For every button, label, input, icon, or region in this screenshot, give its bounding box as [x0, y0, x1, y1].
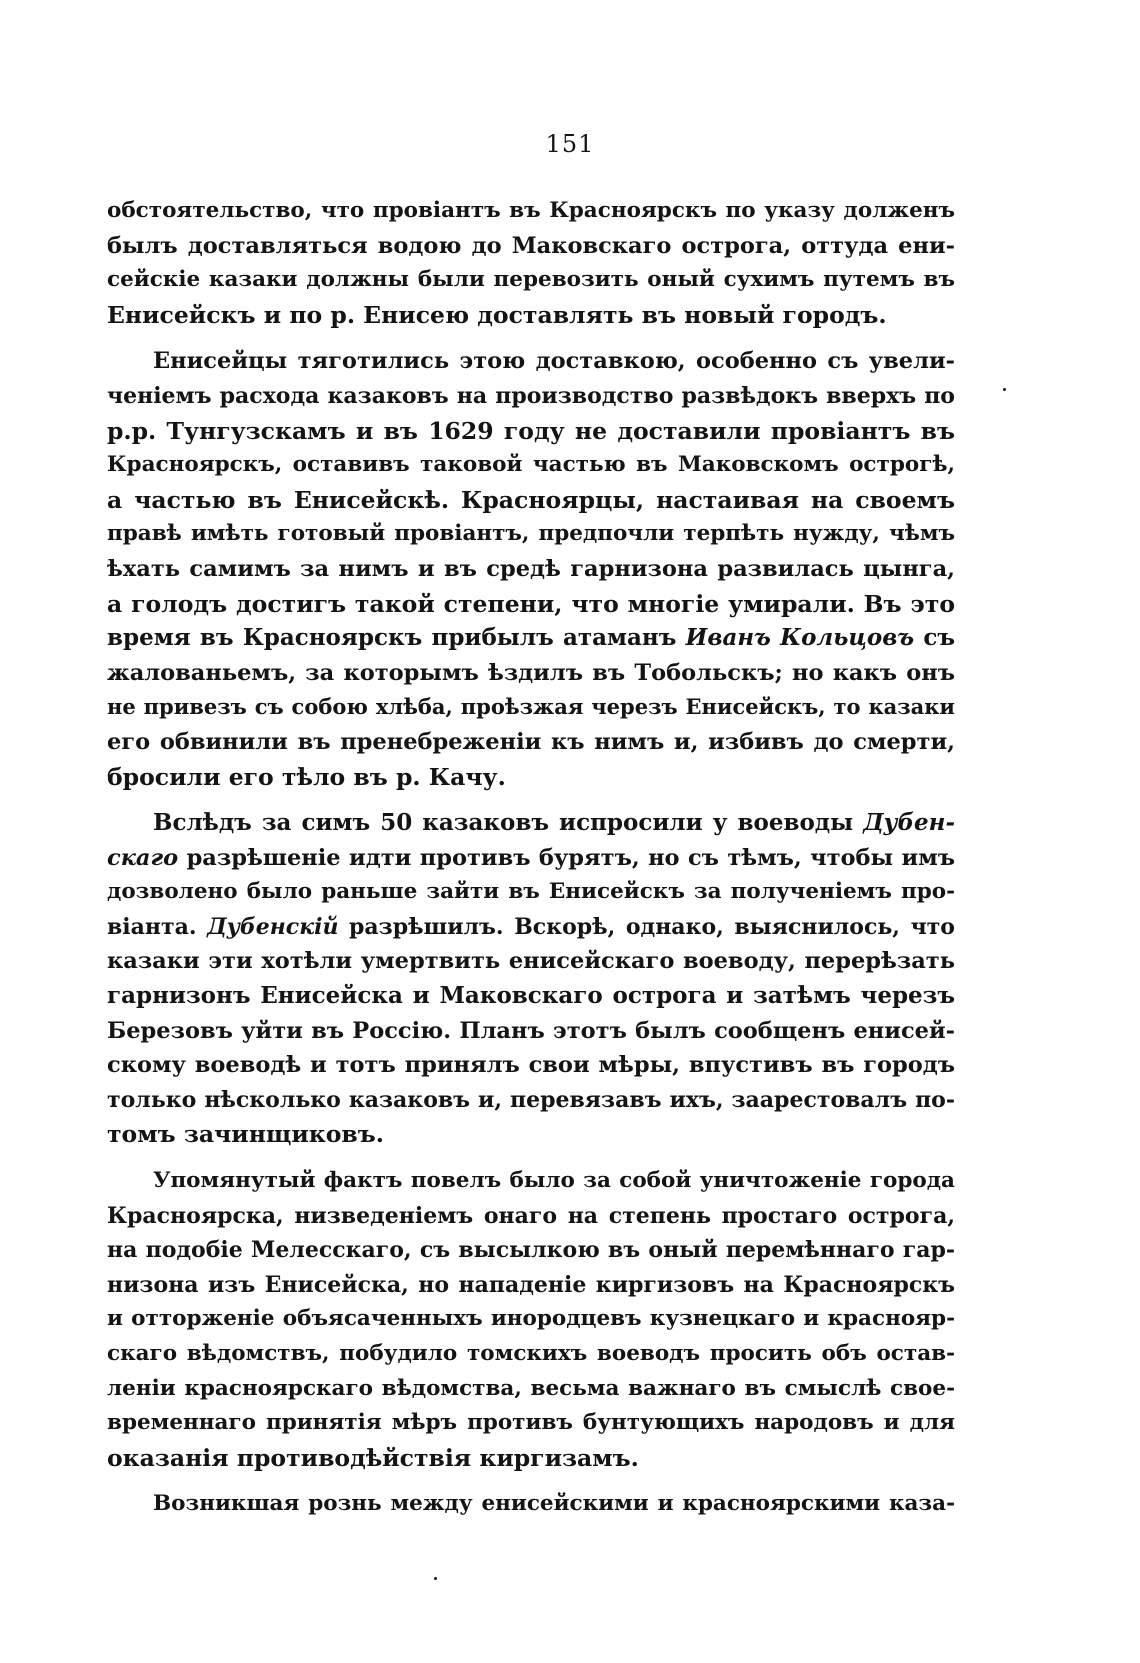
text-line: [107, 841, 955, 876]
body-text: [107, 194, 955, 1522]
text-line: а частью въ Енисейскѣ. Красноярцы, настаивая на своемъ: [107, 485, 955, 514]
text-run: Вслѣдъ за симъ 50 казаковъ испросили у воеводы: [153, 809, 864, 837]
text-line: только нѣсколько казаковъ и, перевязавъ ихъ, заарестовалъ по-: [107, 1086, 955, 1113]
text-line: Енисейскъ и по р. Енисею доставлять въ новый городъ.: [107, 300, 887, 329]
text-line: обстоятельство, что провіантъ въ Красноярскъ по указу долженъ: [107, 198, 955, 223]
text-line: скаго вѣдомствъ, побудило томскихъ воеводъ просить объ остав-: [107, 1341, 955, 1366]
person-name: Иванъ Кольцовъ: [685, 624, 915, 652]
text-line: Енисейцы тяготились этою доставкою, особенно съ увели-: [153, 348, 955, 375]
text-line: р.р. Тунгузскамъ и въ 1629 году не доставили провіантъ въ: [107, 416, 955, 445]
text-line: Красноярска, низведеніемъ онаго на степень простаго острога,: [107, 1202, 955, 1229]
text-run: разрѣшилъ. Вскорѣ, однако, выяснилось, что: [338, 913, 955, 940]
text-line: гарнизонъ Енисейска и Маковскаго острога и затѣмъ черезъ: [107, 982, 955, 1010]
text-line: ченіемъ расхода казаковъ на производство развѣдокъ вверхъ по: [107, 382, 955, 409]
text-line: ѣхать самимъ за нимъ и въ средѣ гарнизона развилась цынга,: [107, 555, 955, 582]
text-line: низона изъ Енисейска, но нападеніе киргизовъ на Красноярскъ: [107, 1271, 955, 1298]
text-run: разрѣшеніе идти противъ бурятъ, но съ тѣмъ, чтобы имъ: [178, 844, 955, 871]
text-line: леніи красноярскаго вѣдомства, весьма важнаго въ смыслѣ свое-: [107, 1375, 955, 1401]
text-line: [107, 910, 955, 945]
page-number: 151: [545, 130, 595, 158]
text-line: оказанія противодѣйствія киргизамъ.: [107, 1443, 639, 1472]
text-line: на подобіе Мелесскаго, съ высылкою въ оный перемѣннаго гар-: [107, 1237, 955, 1264]
text-line: казаки эти хотѣли умертвить енисейскаго воеводу, перерѣзать: [107, 948, 955, 975]
text-line: [107, 806, 955, 841]
scan-speck: [434, 1577, 437, 1580]
text-line: скому воеводѣ и тотъ принялъ свои мѣры, впустивъ въ городъ: [107, 1052, 955, 1079]
text-line: томъ зачинщиковъ.: [107, 1120, 384, 1149]
person-name: скаго: [107, 844, 179, 871]
text-line: дозволено было раньше зайти въ Енисейскъ за полученіемъ про-: [107, 879, 955, 905]
text-line: сейскіе казаки должны были перевозить оный сухимъ путемъ въ: [107, 267, 955, 293]
person-name: Дубенскій: [207, 913, 339, 940]
text-line: [107, 621, 955, 656]
text-line: временнаго принятія мѣръ противъ бунтующихъ народовъ и для: [107, 1410, 955, 1436]
text-line: правѣ имѣть готовый провіантъ, предпочли терпѣть нужду, чѣмъ: [107, 521, 955, 547]
text-line: былъ доставляться водою до Маковскаго острога, оттуда ени-: [107, 232, 955, 259]
scan-speck: [1003, 388, 1006, 391]
text-run: время въ Красноярскъ прибылъ атаманъ: [107, 624, 686, 652]
text-line: Упомянутый фактъ повелъ было за собой уничтоженіе города: [153, 1168, 955, 1194]
text-line: а голодъ достигъ такой степени, что многіе умирали. Въ это: [107, 589, 955, 618]
text-line: не привезъ съ собою хлѣба, проѣзжая черезъ Енисейскъ, то казаки: [107, 694, 955, 720]
text-line: бросили его тѣло въ р. Качу.: [107, 762, 506, 791]
text-line: Возникшая рознь между енисейскими и красноярскими каза-: [153, 1491, 955, 1517]
text-line: и отторженіе объясаченныхъ инородцевъ кузнецкаго и краснояр-: [107, 1306, 955, 1332]
text-line: его обвинили въ пренебреженіи къ нимъ и, избивъ до смерти,: [107, 728, 955, 755]
text-run: съ: [914, 624, 955, 652]
text-line: Красноярскъ, оставивъ таковой частью въ Маковскомъ острогѣ,: [107, 452, 955, 478]
text-line: Березовъ уйти въ Россію. Планъ этотъ былъ сообщенъ енисей-: [107, 1017, 955, 1044]
text-line: жалованьемъ, за которымъ ѣздилъ въ Тобольскъ; но какъ онъ: [107, 659, 955, 686]
person-name: Дубен-: [863, 809, 955, 837]
text-run: віанта.: [107, 913, 208, 940]
